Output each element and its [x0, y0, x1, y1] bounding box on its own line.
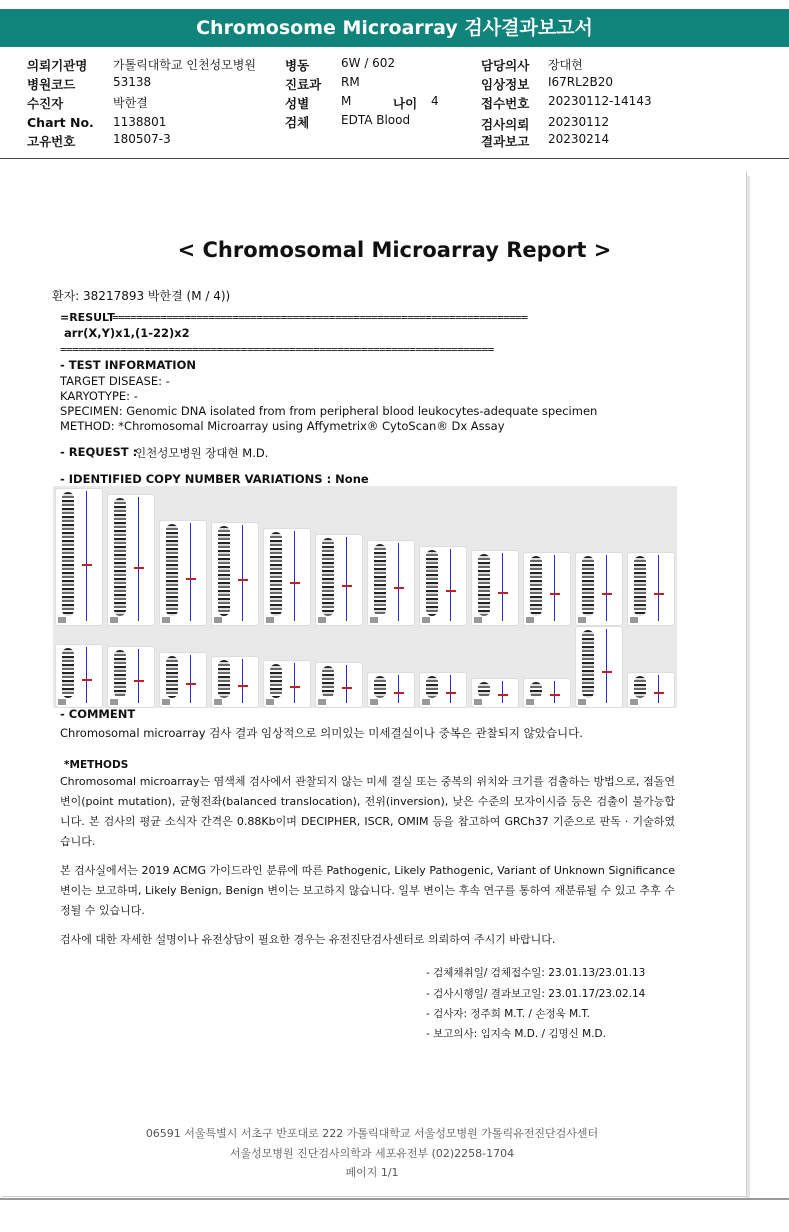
chromosome-ideogram: [270, 664, 282, 698]
probe-marker: [342, 585, 352, 587]
age-label: 나이: [393, 96, 418, 111]
chromosome-tag: [266, 699, 274, 705]
chromosome-ideogram: [634, 676, 646, 698]
probe-marker: [82, 564, 92, 566]
specimen-label: 검체: [285, 115, 310, 130]
chromosome-panel: [575, 626, 623, 708]
probe-line: [398, 675, 399, 703]
chromosome-ideogram: [478, 682, 490, 698]
probe-line: [86, 491, 87, 621]
chromosome-panel: [471, 678, 519, 708]
chromosome-panel: [159, 652, 207, 708]
chromosome-ideogram: [582, 630, 594, 698]
hospital-code-label: 병원코드: [27, 77, 76, 92]
chromosome-tag: [578, 699, 586, 705]
method-line: METHOD: *Chromosomal Microarray using Affymetrix® CytoScan® Dx Assay: [60, 419, 505, 433]
chromosome-panel: [627, 672, 675, 708]
probe-line: [658, 555, 659, 621]
probe-line: [294, 663, 295, 703]
probe-marker: [550, 694, 560, 696]
chromosome-tag: [318, 699, 326, 705]
chromosome-ideogram: [530, 556, 542, 616]
chromosome-ideogram: [478, 554, 490, 616]
chromosome-ideogram: [374, 544, 386, 616]
doctor-label: 담당의사: [481, 58, 530, 73]
report-title: < Chromosomal Microarray Report >: [177, 238, 612, 262]
doctor-value: 장대현: [548, 58, 583, 72]
probe-line: [86, 647, 87, 703]
target-disease: TARGET DISEASE: -: [60, 374, 170, 388]
chromosome-tag: [422, 617, 430, 623]
sign-line-2: - 검사시행일/ 결과보고일: 23.01.17/23.02.14: [426, 988, 646, 1000]
chromosome-panel: [211, 522, 259, 626]
probe-line: [450, 675, 451, 703]
probe-line: [190, 523, 191, 621]
chromosome-ideogram: [530, 682, 542, 698]
probe-marker: [186, 683, 196, 685]
probe-marker: [654, 692, 664, 694]
chromosome-panel: [315, 534, 363, 626]
probe-line: [242, 659, 243, 703]
chromosome-ideogram: [62, 492, 74, 616]
methods-paragraph-2: 본 검사실에서는 2019 ACMG 가이드라인 분류에 따른 Pathogenic, Likely Pathogenic, Variant of Unknown Significance 변이는 보고하며, Likely Benign, Benign 변이는 보고하지 않습니다. 일부 변이는 후속 연구를 통하여 재분류될 수 있고 추후 수정될 수 있습니다.: [60, 864, 675, 917]
chromosome-ideogram: [426, 550, 438, 616]
chromosome-tag: [110, 617, 118, 623]
chromosome-ideogram: [218, 660, 230, 698]
department-label: 진료과: [285, 77, 322, 92]
chromosome-tag: [526, 699, 534, 705]
chromosome-ideogram: [166, 656, 178, 698]
probe-marker: [82, 679, 92, 681]
probe-line: [658, 675, 659, 703]
footer-department: 서울성모병원 진단검사의학과 세포유전부 (02)2258-1704: [229, 1147, 515, 1160]
sign-line-1: - 검체채취일/ 검체접수일: 23.01.13/23.01.13: [426, 967, 646, 979]
probe-marker: [134, 680, 144, 682]
probe-line: [502, 681, 503, 703]
chromosome-panel: [55, 488, 103, 626]
probe-marker: [602, 671, 612, 673]
probe-marker: [602, 593, 612, 595]
chromosome-tag: [578, 617, 586, 623]
probe-marker: [394, 587, 404, 589]
sex-label: 성별: [285, 96, 310, 111]
chromosome-tag: [162, 617, 170, 623]
clinical-info-label: 임상정보: [481, 77, 530, 92]
chromosome-ideogram: [582, 556, 594, 616]
institution-label: 의뢰기관명: [27, 58, 88, 73]
probe-line: [450, 549, 451, 621]
chromosome-panel: [471, 550, 519, 626]
patient-label: 수진자: [27, 96, 64, 111]
unique-no-label: 고유번호: [27, 134, 76, 149]
probe-marker: [550, 593, 560, 595]
chromosome-tag: [422, 699, 430, 705]
chromosome-ideogram: [270, 532, 282, 616]
chromosome-ideogram: [374, 676, 386, 698]
chromosome-tag: [630, 699, 638, 705]
chromosome-tag: [214, 617, 222, 623]
specimen-line: SPECIMEN: Genomic DNA isolated from from peripheral blood leukocytes-adequate specimen: [60, 404, 598, 418]
result-label: =RESULT: [60, 311, 115, 324]
chromosome-tag: [474, 617, 482, 623]
chromosome-panel: [315, 662, 363, 708]
cnv-heading: - IDENTIFIED COPY NUMBER VARIATIONS : None: [60, 472, 369, 486]
unique-no-value: 180507-3: [113, 132, 171, 146]
header-divider: [0, 158, 789, 159]
karyogram-image: [53, 486, 677, 708]
chromosome-ideogram: [114, 650, 126, 698]
chart-no-label: Chart No.: [27, 115, 94, 130]
receipt-no-label: 접수번호: [481, 96, 530, 111]
bottom-divider: [0, 1198, 789, 1200]
chromosome-panel: [523, 552, 571, 626]
chromosome-tag: [474, 699, 482, 705]
chromosome-ideogram: [322, 666, 334, 698]
chromosome-ideogram: [166, 524, 178, 616]
chromosome-tag: [110, 699, 118, 705]
probe-line: [190, 655, 191, 703]
chromosome-panel: [263, 660, 311, 708]
comment-heading: - COMMENT: [60, 707, 136, 721]
chromosome-panel: [367, 540, 415, 626]
chromosome-ideogram: [426, 676, 438, 698]
chromosome-tag: [162, 699, 170, 705]
probe-line: [554, 681, 555, 703]
chromosome-ideogram: [322, 538, 334, 616]
probe-marker: [290, 686, 300, 688]
probe-line: [606, 629, 607, 703]
sex-value: M: [341, 94, 352, 108]
chromosome-ideogram: [218, 526, 230, 616]
probe-marker: [498, 592, 508, 594]
chromosome-panel: [211, 656, 259, 708]
probe-marker: [446, 692, 456, 694]
clinical-info-value: I67RL2B20: [548, 75, 613, 89]
sign-line-3: - 검사자: 정주희 M.T. / 손정욱 M.T.: [426, 1008, 590, 1020]
result-date-label: 결과보고: [481, 134, 530, 149]
chromosome-panel: [159, 520, 207, 626]
probe-marker: [342, 687, 352, 689]
probe-line: [138, 649, 139, 703]
probe-line: [554, 555, 555, 621]
request-value: 인천성모병원 장대현 M.D.: [135, 446, 269, 460]
chromosome-panel: [107, 494, 155, 626]
department-value: RM: [341, 75, 360, 89]
receipt-no-value: 20230112-14143: [548, 94, 652, 108]
karyotype: KARYOTYPE: -: [60, 389, 138, 403]
test-info-heading: - TEST INFORMATION: [60, 358, 196, 372]
probe-line: [138, 497, 139, 621]
age-value: 4: [431, 94, 439, 108]
probe-line: [606, 555, 607, 621]
chromosome-panel: [263, 528, 311, 626]
probe-line: [346, 665, 347, 703]
result-value: arr(X,Y)x1,(1-22)x2: [64, 326, 190, 340]
probe-line: [502, 553, 503, 621]
chromosome-ideogram: [62, 648, 74, 698]
institution-value: 가톨릭대학교 인천성모병원: [113, 58, 256, 72]
request-date-label: 검사의뢰: [481, 117, 530, 132]
comment-text: Chromosomal microarray 검사 결과 임상적으로 의미있는 미세결실이나 중복은 관찰되지 않았습니다.: [60, 726, 583, 740]
chromosome-panel: [575, 552, 623, 626]
chromosome-tag: [214, 699, 222, 705]
probe-marker: [186, 578, 196, 580]
probe-marker: [394, 692, 404, 694]
probe-line: [346, 537, 347, 621]
result-rule-2: ========================================================================: [60, 343, 494, 356]
chromosome-panel: [627, 552, 675, 626]
chromosome-panel: [55, 644, 103, 708]
probe-marker: [134, 567, 144, 569]
probe-marker: [498, 694, 508, 696]
probe-line: [398, 543, 399, 621]
chromosome-panel: [107, 646, 155, 708]
chromosome-ideogram: [114, 498, 126, 616]
chromosome-panel: [523, 678, 571, 708]
chromosome-tag: [526, 617, 534, 623]
patient-value: 박한결: [113, 96, 148, 110]
chromosome-tag: [630, 617, 638, 623]
probe-marker: [654, 593, 664, 595]
result-rule: =====================================================================: [112, 311, 528, 324]
chromosome-panel: [419, 546, 467, 626]
sign-line-4: - 보고의사: 임지숙 M.D. / 김명신 M.D.: [426, 1028, 606, 1040]
chromosome-tag: [318, 617, 326, 623]
probe-line: [242, 525, 243, 621]
hospital-code-value: 53138: [113, 75, 152, 89]
chromosome-panel: [419, 672, 467, 708]
probe-marker: [290, 582, 300, 584]
probe-marker: [238, 579, 248, 581]
request-date-value: 20230112: [548, 115, 610, 129]
footer-address: 06591 서울특별시 서초구 반포대로 222 가톨릭대학교 서울성모병원 가톨릭유전진단검사센터: [145, 1127, 599, 1140]
ward-label: 병동: [285, 58, 310, 73]
chromosome-tag: [370, 617, 378, 623]
chromosome-panel: [367, 672, 415, 708]
report-header-title: Chromosome Microarray 검사결과보고서: [0, 9, 789, 47]
probe-marker: [238, 685, 248, 687]
probe-marker: [446, 590, 456, 592]
chromosome-tag: [58, 617, 66, 623]
patient-line: 환자: 38217893 박한결 (M / 4)): [52, 289, 231, 303]
chromosome-tag: [58, 699, 66, 705]
chart-no-value: 1138801: [113, 115, 167, 129]
footer-page-number: 페이지 1/1: [345, 1166, 399, 1179]
probe-line: [294, 531, 295, 621]
ward-value: 6W / 602: [341, 56, 396, 70]
specimen-value: EDTA Blood: [341, 113, 411, 127]
methods-paragraph-1: Chromosomal microarray는 염색체 검사에서 관찰되지 않는 미세 결실 또는 중복의 위치와 크기를 검출하는 방법으로, 점돌연변이(point mutation), 균형전좌(balanced translocation), 전위(inversion), 낮은 수준의 모자이시즘 등은 검출이 불가능합니다. 본 검사의 평균 소식자 간격은 0.88Kb이며 DECIPHER, ISCR, OMIM 등을 참고하여 GRCh37 기준으로 판독 · 기술하였습니다.: [60, 775, 675, 848]
chromosome-ideogram: [634, 556, 646, 616]
methods-paragraph-3: 검사에 대한 자세한 설명이나 유전상담이 필요한 경우는 유전진단검사센터로 의뢰하여 주시기 바랍니다.: [60, 933, 556, 946]
request-label: - REQUEST :: [60, 445, 138, 459]
chromosome-tag: [266, 617, 274, 623]
chromosome-tag: [370, 699, 378, 705]
methods-heading: *METHODS: [64, 759, 129, 771]
result-date-value: 20230214: [548, 132, 610, 146]
